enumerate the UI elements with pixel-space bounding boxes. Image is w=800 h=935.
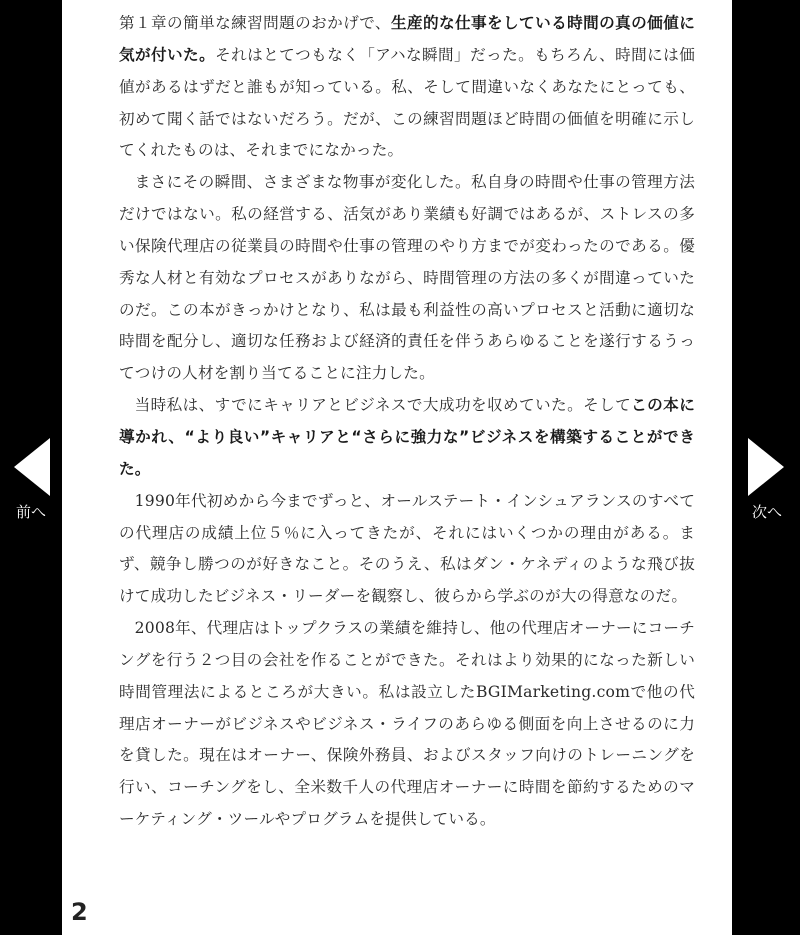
book-page xyxy=(62,0,732,935)
paragraph-text: 第１章の簡単な練習問題のおかげで、 xyxy=(119,14,391,32)
next-page-label: 次へ xyxy=(751,503,782,521)
paragraph-text: 2008年、代理店はトップクラスの業績を維持し、他の代理店オーナーにコーチングを行う２つ目の会社を作ることができた。それはより効果的になった新しい時間管理法によるところが大きい。私は設立したBGIMarketing.comで他の代理店オーナーがビジネスやビジネス・ライフのあらゆる側面を向上させるのに力を貸した。現在はオーナー、保険外務員、およびスタッフ向けのトレーニングを行い、コーチングをし、全米数千人の代理店オーナーに時間を節約するためのマーケティング・ツールやプログラムを提供している。 xyxy=(119,619,695,829)
triangle-left-icon xyxy=(12,436,50,498)
prev-page-label: 前へ xyxy=(15,503,46,521)
paragraph xyxy=(119,613,695,836)
page-number: 2 xyxy=(71,898,88,926)
paragraph-text: まさにその瞬間、さまざまな物事が変化した。私自身の時間や仕事の管理方法だけではない。私の経営する、活気があり業績も好調ではあるが、ストレスの多い保険代理店の従業員の時間や仕事の管理のやり方までが変わったのである。優秀な人材と有効なプロセスがありながら、時間管理の方法の多くが間違っていたのだ。この本がきっかけとなり、私は最も利益性の高いプロセスと活動に適切な時間を配分し、適切な任務および経済的責任を伴うあらゆることを遂行するうってつけの人材を割り当てることに注力した。 xyxy=(119,173,695,383)
page-body xyxy=(119,8,695,836)
paragraph xyxy=(119,390,695,486)
emphasized-text: この本に導かれ、“より良い”キャリアと“さらに強力な”ビジネスを構築することができた。 xyxy=(119,396,695,478)
paragraph xyxy=(119,167,695,390)
paragraph xyxy=(119,486,695,613)
paragraph-text: それはとてつもなく「アハな瞬間」だった。もちろん、時間には価値があるはずだと誰もが知っている。私、そして間違いなくあなたにとっても、初めて聞く話ではないだろう。だが、この練習問題ほど時間の価値を明確に示してくれたものは、それまでになかった。 xyxy=(119,45,695,160)
prev-page-button[interactable] xyxy=(0,436,62,536)
triangle-right-icon xyxy=(748,436,786,498)
paragraph-text: 1990年代初めから今までずっと、オールステート・インシュアランスのすべての代理店の成績上位５％に入ってきたが、それにはいくつかの理由がある。まず、競争し勝つのが好きなこと。そのうえ、私はダン・ケネディのような飛び抜けて成功したビジネス・リーダーを観察し、彼らから学ぶのが大の得意なのだ。 xyxy=(119,491,695,606)
paragraph-text: 当時私は、すでにキャリアとビジネスで大成功を収めていた。そして xyxy=(134,396,632,415)
next-page-button[interactable] xyxy=(736,436,798,536)
paragraph xyxy=(119,8,695,167)
emphasized-text: 生産的な仕事をしている時間の真の価値に気が付いた。 xyxy=(119,14,695,64)
